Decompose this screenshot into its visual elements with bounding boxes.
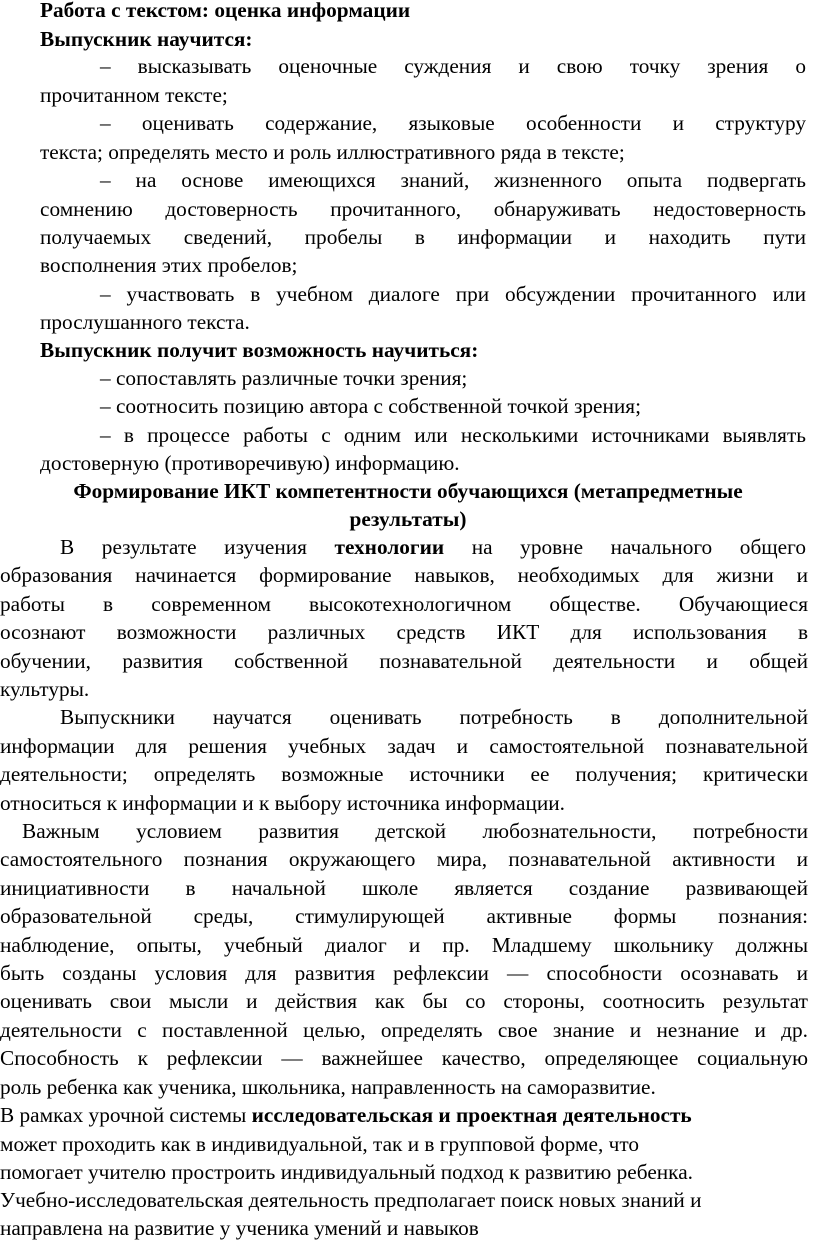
text-line [0,138,816,167]
text-line [0,280,816,309]
text-line [0,1016,816,1045]
line-text: восполнения этих пробелов; [40,253,298,277]
text-line [0,1130,816,1159]
text-line [0,902,816,931]
line-text: прослушанного текста. [40,310,250,334]
text-line [0,166,816,195]
text-line [0,364,816,393]
text-line [0,223,816,252]
line-text: – участвовать в учебном диалоге при обсуждении прочитанного или [100,282,806,306]
line-text: – оценивать содержание, языковые особенности и структуру [100,111,806,135]
line-text: направлена на развитие у ученика умений и навыков [0,1216,479,1240]
emphasized-text: технологии [334,535,445,559]
text-line [0,1158,816,1187]
section-heading: Работа с текстом: оценка информации [40,0,411,22]
line-text: помогает учителю простроить индивидуальный подход к развитию ребенка. [0,1160,693,1184]
line-text: Способность к рефлексии — важнейшее качество, определяющее социальную [0,1046,808,1070]
text-line [0,647,816,676]
line-text: образования начинается формирование навыков, необходимых для жизни и [0,563,808,587]
text-line [0,1101,816,1130]
line-text: – в процессе работы с одним или несколькими источниками выявлять [100,423,806,447]
text-line [0,1073,816,1102]
line-text: сомнению достоверность прочитанного, обнаруживать недостоверность [40,197,806,221]
section-heading: Выпускник научится: [40,27,253,51]
text-line [0,732,816,761]
line-text: наблюдение, опыты, учебный диалог и пр. Младшему школьнику должны [0,933,808,957]
text-line [0,987,816,1016]
line-text: на уровне начального общего [444,535,806,559]
line-text: – соотносить позицию автора с собственной точкой зрения; [100,394,641,418]
text-line [0,52,816,81]
line-text: получаемых сведений, пробелы в информации и находить пути [40,225,806,249]
line-text: – на основе имеющихся знаний, жизненного опыта подвергать [100,168,806,192]
line-text: инициативности в начальной школе является создание развивающей [0,876,808,900]
section-heading: Формирование ИКТ компетентности обучающихся (метапредметные [73,479,743,503]
line-text: текста; определять место и роль иллюстративного ряда в тексте; [40,140,625,164]
text-line [0,421,816,450]
text-line [0,789,816,818]
text-line [0,505,816,534]
text-line [0,109,816,138]
line-text: Учебно-исследовательская деятельность предполагает поиск новых знаний и [0,1188,702,1212]
text-line [0,618,816,647]
line-text: обучении, развития собственной познавательной деятельности и общей [0,649,808,673]
line-text: осознают возможности различных средств ИКТ для использования в [0,620,808,644]
line-text: оценивать свои мысли и действия как бы со стороны, соотносить результат [0,989,808,1013]
line-text: Важным условием развития детской любознательности, потребности [22,819,808,843]
text-line [0,817,816,846]
text-line [0,760,816,789]
text-line [0,675,816,704]
text-line [0,392,816,421]
line-text: достоверную (противоречивую) информацию. [40,451,460,475]
text-line [0,336,816,365]
text-line [0,449,816,478]
text-line [0,533,816,562]
line-text: быть созданы условия для развития рефлексии — способности осознавать и [0,961,808,985]
line-text: прочитанном тексте; [40,83,228,107]
emphasized-text: исследовательская и проектная деятельность [251,1103,692,1127]
text-line [0,874,816,903]
text-line [0,0,816,25]
line-text: культуры. [0,677,90,701]
line-text: информации для решения учебных задач и самостоятельной познавательной [0,734,808,758]
text-line [0,477,816,506]
text-line [0,25,816,54]
text-line [0,81,816,110]
line-text: деятельности с поставленной целью, определять свое знание и незнание и др. [0,1018,808,1042]
section-heading: Выпускник получит возможность научиться: [40,338,479,362]
line-text: относиться к информации и к выбору источника информации. [0,791,565,815]
line-text: Выпускники научатся оценивать потребность в дополнительной [60,705,808,729]
text-line [0,959,816,988]
line-text: образовательной среды, стимулирующей активные формы познания: [0,904,808,928]
line-text: роль ребенка как ученика, школьника, направленность на саморазвитие. [0,1075,656,1099]
line-text: – сопоставлять различные точки зрения; [100,366,468,390]
line-text: может проходить как в индивидуальной, так и в групповой форме, что [0,1132,640,1156]
text-line [0,195,816,224]
line-text: самостоятельного познания окружающего мира, познавательной активности и [0,847,808,871]
text-line [0,845,816,874]
section-heading: результаты) [349,507,467,531]
text-line [0,1044,816,1073]
line-text: В рамках урочной системы [0,1103,252,1127]
line-text: деятельности; определять возможные источники ее получения; критически [0,762,808,786]
text-line [0,703,816,732]
line-text: работы в современном высокотехнологичном обществе. Обучающиеся [0,592,808,616]
text-line [0,251,816,280]
text-line [0,931,816,960]
text-line [0,1186,816,1215]
line-text: В результате изучения [60,535,335,559]
text-line [0,308,816,337]
text-line [0,1214,816,1243]
text-line [0,561,816,590]
line-text: – высказывать оценочные суждения и свою точку зрения о [100,54,806,78]
text-line [0,590,816,619]
